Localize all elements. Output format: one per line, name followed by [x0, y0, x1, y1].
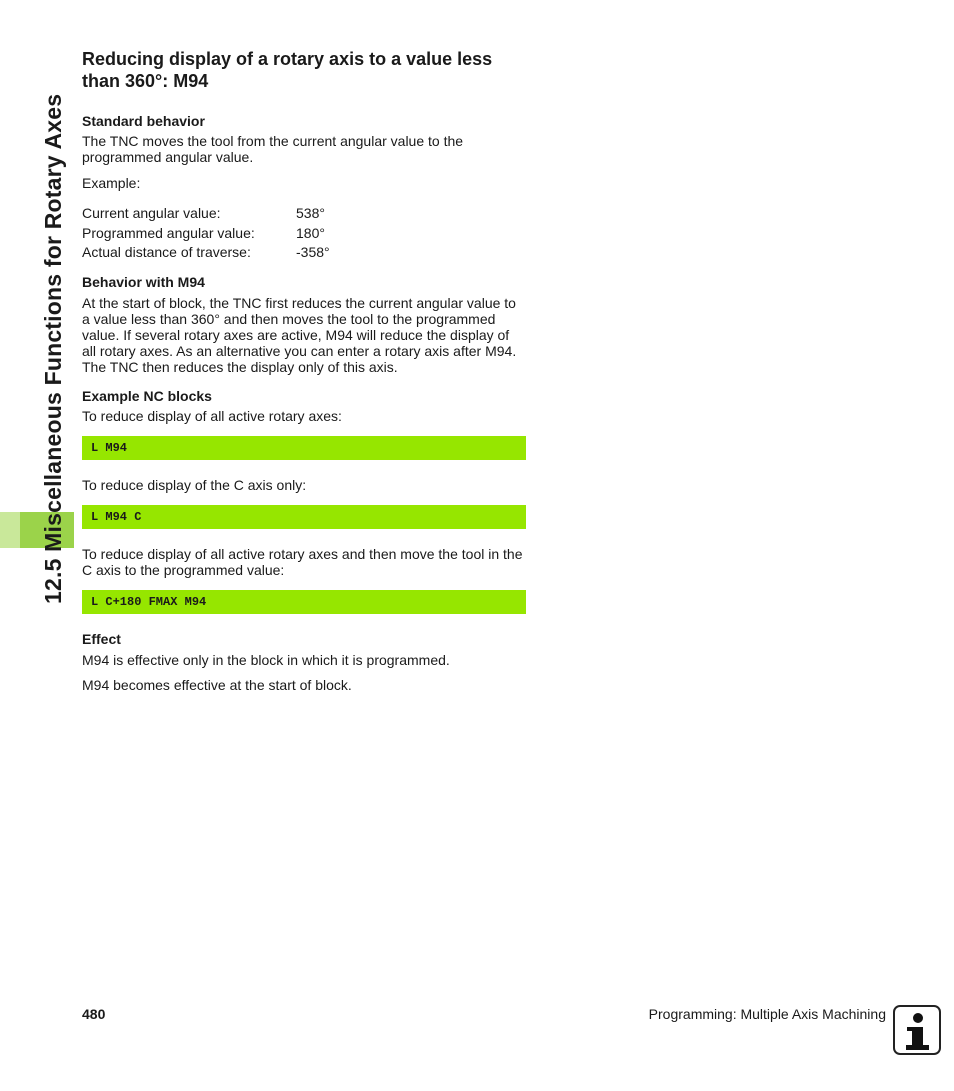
row-value: 180°	[296, 224, 325, 241]
row-key: Actual distance of traverse:	[82, 244, 251, 260]
table-row	[82, 204, 526, 224]
nc-code-block: L C+180 FMAX M94	[82, 590, 526, 614]
page-number: 480	[82, 1006, 106, 1022]
nc-intro-all-axes: To reduce display of all active rotary axes:	[82, 407, 342, 424]
standard-behavior-heading: Standard behavior	[82, 113, 205, 129]
book-title: Programming: Multiple Axis Machining	[648, 1006, 886, 1022]
effect-heading: Effect	[82, 630, 121, 647]
info-icon	[893, 1005, 941, 1055]
main-content	[82, 48, 526, 693]
example-values-table	[82, 204, 526, 263]
table-row	[82, 243, 526, 263]
chapter-tab-accent	[0, 512, 20, 548]
nc-intro-move-c-axis: To reduce display of all active rotary axes and then move the tool in the C axis to the programmed value:	[82, 545, 523, 578]
nc-code-block: L M94 C	[82, 505, 526, 529]
effect-line-1: M94 is effective only in the block in which it is programmed.	[82, 651, 450, 668]
m94-behavior-heading: Behavior with M94	[82, 273, 205, 290]
page-title: Reducing display of a rotary axis to a value less than 360°: M94	[82, 49, 493, 91]
effect-line-2: M94 becomes effective at the start of block.	[82, 676, 352, 693]
m94-behavior-text: At the start of block, the TNC first reduces the current angular value to a value less than 360° and then moves the tool to the programmed value. If several rotary axes are active, M94 will reduce the display of all rotary axes. As an alternative you can enter a rotary axis after M94. The TNC then reduces the display only of this axis.	[82, 294, 517, 375]
table-row	[82, 224, 526, 244]
row-value: -358°	[296, 244, 330, 260]
chapter-side-title: 12.5 Miscellaneous Functions for Rotary Axes	[40, 93, 66, 604]
row-key: Programmed angular value:	[82, 224, 255, 241]
row-value: 538°	[296, 205, 325, 221]
nc-intro-c-axis: To reduce display of the C axis only:	[82, 476, 307, 493]
example-label: Example:	[82, 175, 141, 191]
nc-blocks-heading: Example NC blocks	[82, 387, 212, 404]
row-key: Current angular value:	[82, 205, 221, 221]
nc-code-block: L M94	[82, 436, 526, 460]
standard-behavior-text: The TNC moves the tool from the current angular value to the programmed angular value.	[82, 133, 464, 165]
